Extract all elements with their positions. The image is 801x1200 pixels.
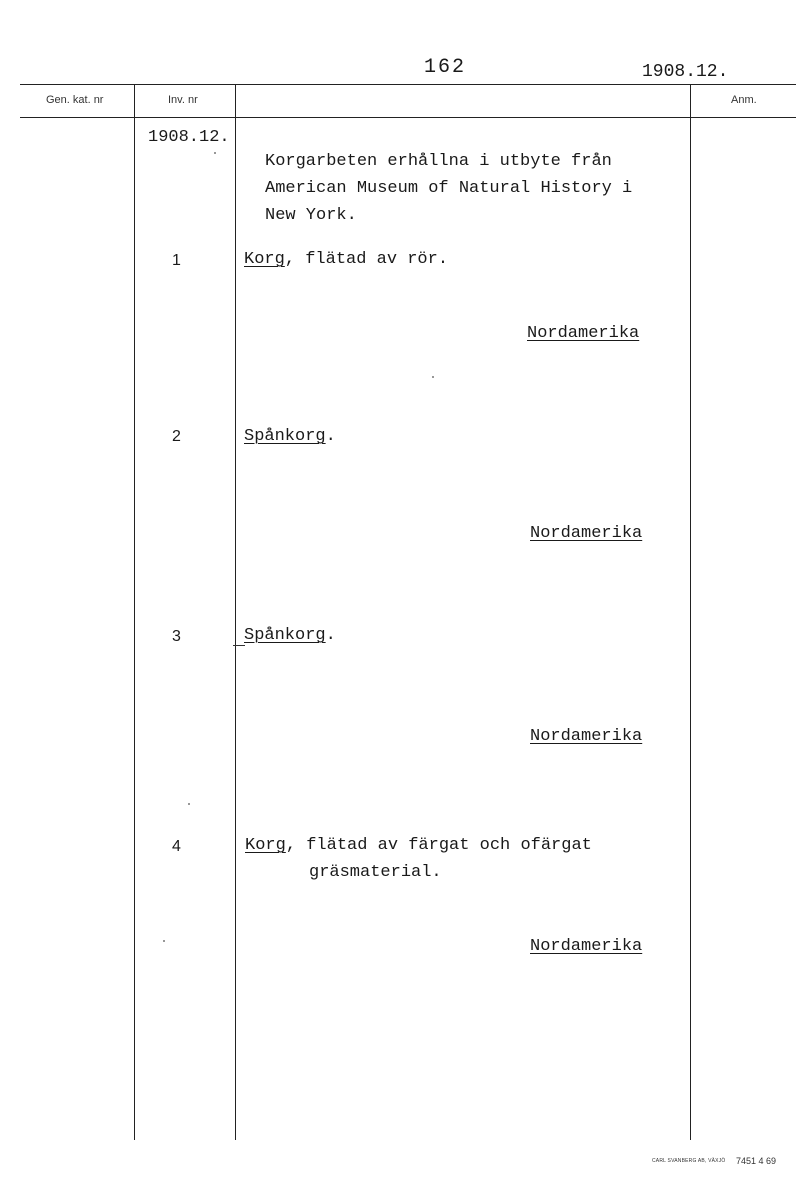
speck [432, 376, 434, 378]
printer-imprint: CARL SVANBERG AB, VÄXJÖ [652, 1158, 726, 1164]
entry-number: 2 [172, 428, 181, 445]
column-divider-3 [690, 84, 691, 1140]
entry-continuation: gräsmaterial. [309, 863, 442, 882]
column-header-inv-nr: Inv. nr [168, 94, 198, 106]
form-code: 7451 4 69 [736, 1156, 777, 1166]
entry-region: Nordamerika [527, 324, 640, 343]
header-top-rule [20, 84, 796, 85]
entry-rest: . [325, 626, 336, 645]
intro-line: Korgarbeten erhållna i utbyte från [265, 152, 612, 171]
date-reference: 1908.12. [642, 62, 729, 82]
entry-region: Nordamerika [530, 727, 643, 746]
entry-rest: , flätad av rör. [284, 250, 449, 269]
entry-rest: , flätad av färgat och ofärgat [285, 836, 592, 855]
entry-title: Korg [244, 250, 285, 269]
column-header-gen-kat-nr: Gen. kat. nr [46, 94, 104, 106]
speck [214, 152, 216, 154]
entry-description [245, 832, 592, 860]
entry-number: 1 [172, 252, 181, 269]
entry-number: 3 [172, 628, 181, 645]
entry-title: Spånkorg [244, 427, 326, 446]
page-number: 162 [424, 56, 467, 79]
intro-line: New York. [265, 206, 357, 225]
entry-underline-stroke [233, 645, 245, 646]
entry-title: Korg [245, 836, 286, 855]
entry-description [244, 246, 448, 274]
entry-number: 4 [172, 838, 181, 855]
column-divider-2 [235, 84, 236, 1140]
inventory-prefix: 1908.12. [148, 128, 230, 147]
entry-title: Spånkorg [244, 626, 326, 645]
column-header-anm: Anm. [731, 94, 757, 106]
entry-description [244, 622, 336, 650]
entry-rest: . [325, 427, 336, 446]
entry-region: Nordamerika [530, 524, 643, 543]
header-bottom-rule [20, 117, 796, 118]
entry-description [244, 423, 336, 451]
speck [188, 803, 190, 805]
entry-region: Nordamerika [530, 937, 643, 956]
column-divider-1 [134, 84, 135, 1140]
intro-line: American Museum of Natural History i [265, 179, 633, 198]
speck [163, 940, 165, 942]
